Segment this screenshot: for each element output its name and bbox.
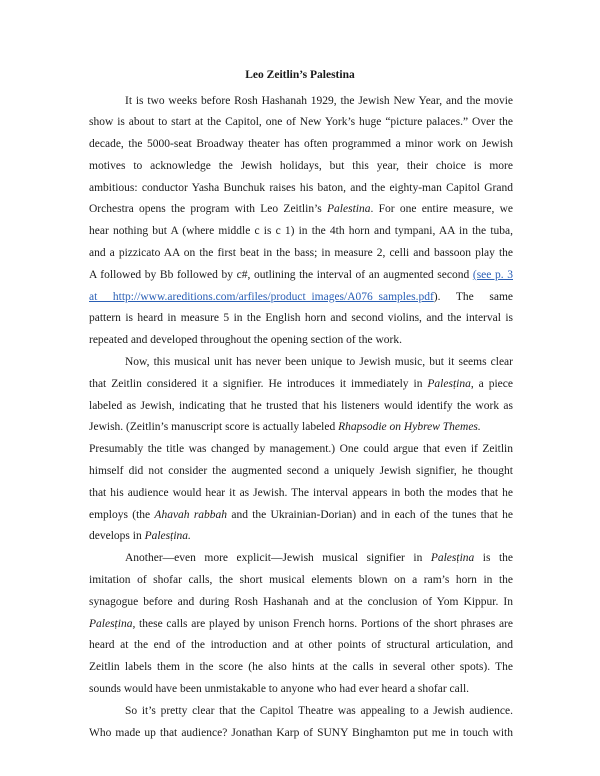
text-span: Another—even more explicit—Jewish musical signifier in <box>125 552 431 565</box>
text-line <box>89 287 513 309</box>
text-span: , a piece <box>470 377 513 390</box>
text-line: himself did not consider the augmented second a uniquely Jewish signifier, he thought <box>89 465 513 478</box>
italic-term: Ahavah rabbah <box>154 508 228 521</box>
italic-title: Palesṭina, <box>89 617 136 630</box>
paragraph-1 <box>89 91 513 353</box>
text-line <box>89 614 513 636</box>
text-line: Now, this musical unit has never been unique to Jewish music, but it seems clear <box>125 356 513 369</box>
text-line: Presumably the title was changed by management.) One could argue that even if Zeitlin <box>89 443 513 456</box>
italic-title: Rhapsodie on Hybrew Themes. <box>338 421 481 434</box>
text-line: heard at the end of the introduction and at other points of structural articulation, and <box>89 639 513 652</box>
text-span: that Zeitlin considered it a signifier. He introduces it immediately in <box>89 377 428 390</box>
italic-title: Palesṭina. <box>144 530 191 543</box>
text-span: and the Ukrainian-Dorian) and in each of the tunes that he <box>227 508 513 521</box>
text-line <box>89 526 513 548</box>
text-line <box>89 417 513 439</box>
text-line: Who made up that audience? Jonathan Karp of SUNY Binghamton put me in touch with <box>89 726 513 739</box>
text-line: ambitious: conductor Yasha Bunchuk raises his baton, and the eighty-man Capitol Grand <box>89 181 513 194</box>
text-line: So it’s pretty clear that the Capitol Theatre was appealing to a Jewish audience. <box>125 704 513 717</box>
text-line: that his audience would hear it as Jewish. The interval appears in both the modes that he <box>89 486 513 499</box>
paragraph-3 <box>89 548 513 701</box>
text-line: and a pizzicato AA on the first beat in the bass; in measure 2, celli and bassoon play the <box>89 247 513 260</box>
document-body <box>89 91 513 745</box>
samples-link[interactable]: (see p. 3 <box>472 268 513 281</box>
document-title: Leo Zeitlin’s Palestina <box>245 69 355 81</box>
text-line: motives to acknowledge the Jewish holidays, but this year, their choice is more <box>89 159 513 172</box>
italic-title: Palesṭina <box>427 377 471 390</box>
text-line: imitation of shofar calls, the short musical elements blown on a ram’s horn in the <box>89 574 513 587</box>
italic-title: Palesṭina <box>430 552 475 565</box>
paragraph-4 <box>89 701 513 745</box>
text-span: employs (the <box>89 508 155 521</box>
text-span: ). The same <box>433 290 513 303</box>
text-span: Jewish. (Zeitlin’s manuscript score is actually labeled <box>89 421 339 434</box>
text-span: these calls are played by unison French horns. Portions of the short phrases are <box>135 617 513 630</box>
text-line: synagogue before and during Rosh Hashanah and at the conclusion of Yom Kippur. In <box>89 595 513 608</box>
italic-title: Palestina <box>327 203 371 216</box>
text-line: hear nothing but A (where middle c is c 1) in the 4th horn and tympani, AA in the tuba, <box>89 225 513 238</box>
text-span: develops in <box>89 530 145 543</box>
text-line: pattern is heard in measure 5 in the English horn and second violins, and the interval is <box>89 312 513 325</box>
text-span: is the <box>474 552 513 565</box>
samples-link-url[interactable]: at http://www.areditions.com/arfiles/product_images/A076_samples.pdf <box>89 290 434 303</box>
text-line: It is two weeks before Rosh Hashanah 1929, the Jewish New Year, and the movie <box>125 94 513 107</box>
text-line: sounds would have been unmistakable to anyone who had ever heard a shofar call. <box>89 683 470 696</box>
text-line: show is about to start at the Capitol, one of New York’s huge “picture palaces.” Over the <box>89 116 513 129</box>
text-line <box>89 374 513 396</box>
text-line: repeated and developed throughout the opening section of the work. <box>89 334 402 347</box>
text-line <box>89 505 513 527</box>
text-span: . For one entire measure, we <box>370 203 513 216</box>
text-line <box>89 265 513 287</box>
text-line <box>89 548 513 570</box>
text-span: A followed by Bb followed by c#, outlining the interval of an augmented second <box>89 268 473 281</box>
paragraph-2 <box>89 352 513 548</box>
text-span: Orchestra opens the program with Leo Zeitlin’s <box>89 203 328 216</box>
text-line: Zeitlin labels them in the score (he also hints at the calls in several other spots). The <box>89 661 513 674</box>
text-line: decade, the 5000-seat Broadway theater has often programmed a minor work on Jewish <box>89 138 513 151</box>
text-line <box>89 199 513 221</box>
text-line: labeled as Jewish, indicating that he trusted that his listeners would identify the work as <box>89 399 513 412</box>
